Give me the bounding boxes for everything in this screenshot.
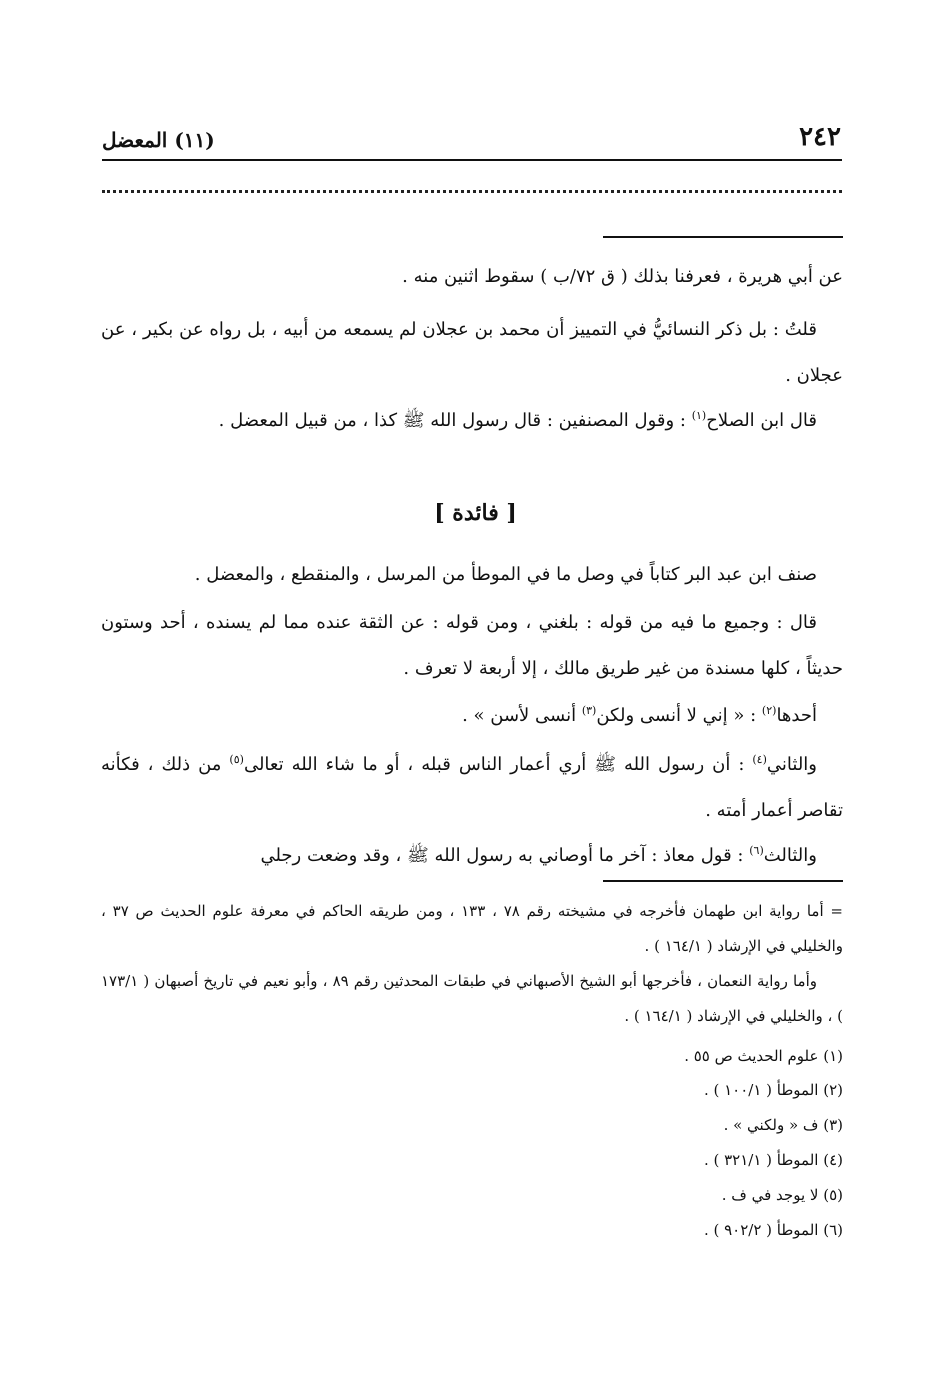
paragraph-al-thalith (101, 833, 843, 879)
text-segment: من ذلك ، فكأنه تقاصر أعمار أمته . (101, 754, 843, 821)
footnote-1: (١) علوم الحديث ص ٥٥ . (684, 1047, 843, 1065)
footnote-continuation-1: = أما رواية ابن طهمان فأخرجه في مشيخته رقم ٧٨ ، ١٣٣ ، ومن طريقه الحاكم في معرفة علوم الحديث ص ٣٧ ، والخليلي في الإرشاد ( ١٦٤/١ ) . (101, 902, 843, 955)
ellipsis-dots-divider (102, 190, 842, 193)
text-segment: والثالث (763, 845, 817, 866)
text-segment: : قول معاذ : آخر ما أوصاني به رسول الله ﷺ ، وقد وضعت رجلي (260, 845, 750, 866)
paragraph-qala: قال : وجميع ما فيه من قوله : بلغني ، ومن قوله : عن الثقة عنده مما لم يسنده ، أحد وستون حديثاً ، كلها مسندة من غير طريق مالك ، إلا أربعة لا تعرف . (101, 612, 843, 679)
footnote-ref-3[interactable]: (٣) (581, 704, 597, 717)
footnote-ref-2[interactable]: (٢) (761, 704, 777, 717)
footnote-ref-4[interactable]: (٤) (752, 753, 767, 766)
footnote-separator (603, 880, 843, 882)
footnote-6: (٦) الموطأ ( ٩٠٢/٢ ) . (703, 1221, 843, 1239)
paragraph-al-thani (101, 742, 843, 834)
header-rule (102, 159, 842, 161)
paragraph-qultu: قلتُ : بل ذكر النسائيُّ في التمييز أن محمد بن عجلان لم يسمعه من أبيه ، بل رواه عن بكير ، عن عجلان . (101, 319, 843, 386)
text-segment: : وقول المصنفين : قال رسول الله ﷺ كذا ، من قبيل المعضل . (218, 410, 692, 431)
footnote-4: (٤) الموطأ ( ٣٢١/١ ) . (703, 1151, 843, 1169)
footnote-5: (٥) لا يوجد في ف . (721, 1186, 843, 1204)
running-title: (١١) المعضل (102, 128, 215, 152)
text-segment: : أن رسول الله ﷺ أري أعمار الناس قبله ، أو ما شاء الله تعالى (243, 754, 753, 775)
paragraph-ibn-salah (101, 398, 843, 444)
text-segment: أنسى لأسن » . (462, 705, 582, 726)
text-segment: والثاني (766, 754, 817, 775)
page-number: ٢٤٢ (799, 122, 841, 152)
text-segment: قال ابن الصلاح (706, 410, 817, 431)
continuation-rule (603, 236, 843, 238)
footnote-ref-1[interactable]: (١) (691, 409, 707, 422)
paragraph-continuation: عن أبي هريرة ، فعرفنا بذلك ( ق ٧٢/ب ) سقوط اثنين منه . (402, 266, 843, 287)
footnote-ref-5[interactable]: (٥) (229, 753, 244, 766)
paragraph-ahaduha (101, 693, 843, 739)
section-heading: [ فائدة ] (434, 500, 517, 526)
footnote-continuation-2: وأما رواية النعمان ، فأخرجها أبو الشيخ الأصبهاني في طبقات المحدثين رقم ٨٩ ، وأبو نعيم في تاريخ أصبهان ( ١٧٣/١ ) ، والخليلي في الإرشاد ( ١٦٤/١ ) . (101, 972, 843, 1025)
text-segment: أحدها (776, 705, 817, 726)
footnote-3: (٣) ف « ولكني » . (723, 1116, 843, 1134)
footnote-2: (٢) الموطأ ( ١٠٠/١ ) . (703, 1081, 843, 1099)
text-segment: : « إني لا أنسى ولكن (596, 705, 762, 726)
footnote-ref-6[interactable]: (٦) (749, 844, 764, 857)
paragraph-ibn-abd-al-barr: صنف ابن عبد البر كتاباً في وصل ما في الموطأ من المرسل ، والمنقطع ، والمعضل . (194, 564, 817, 585)
